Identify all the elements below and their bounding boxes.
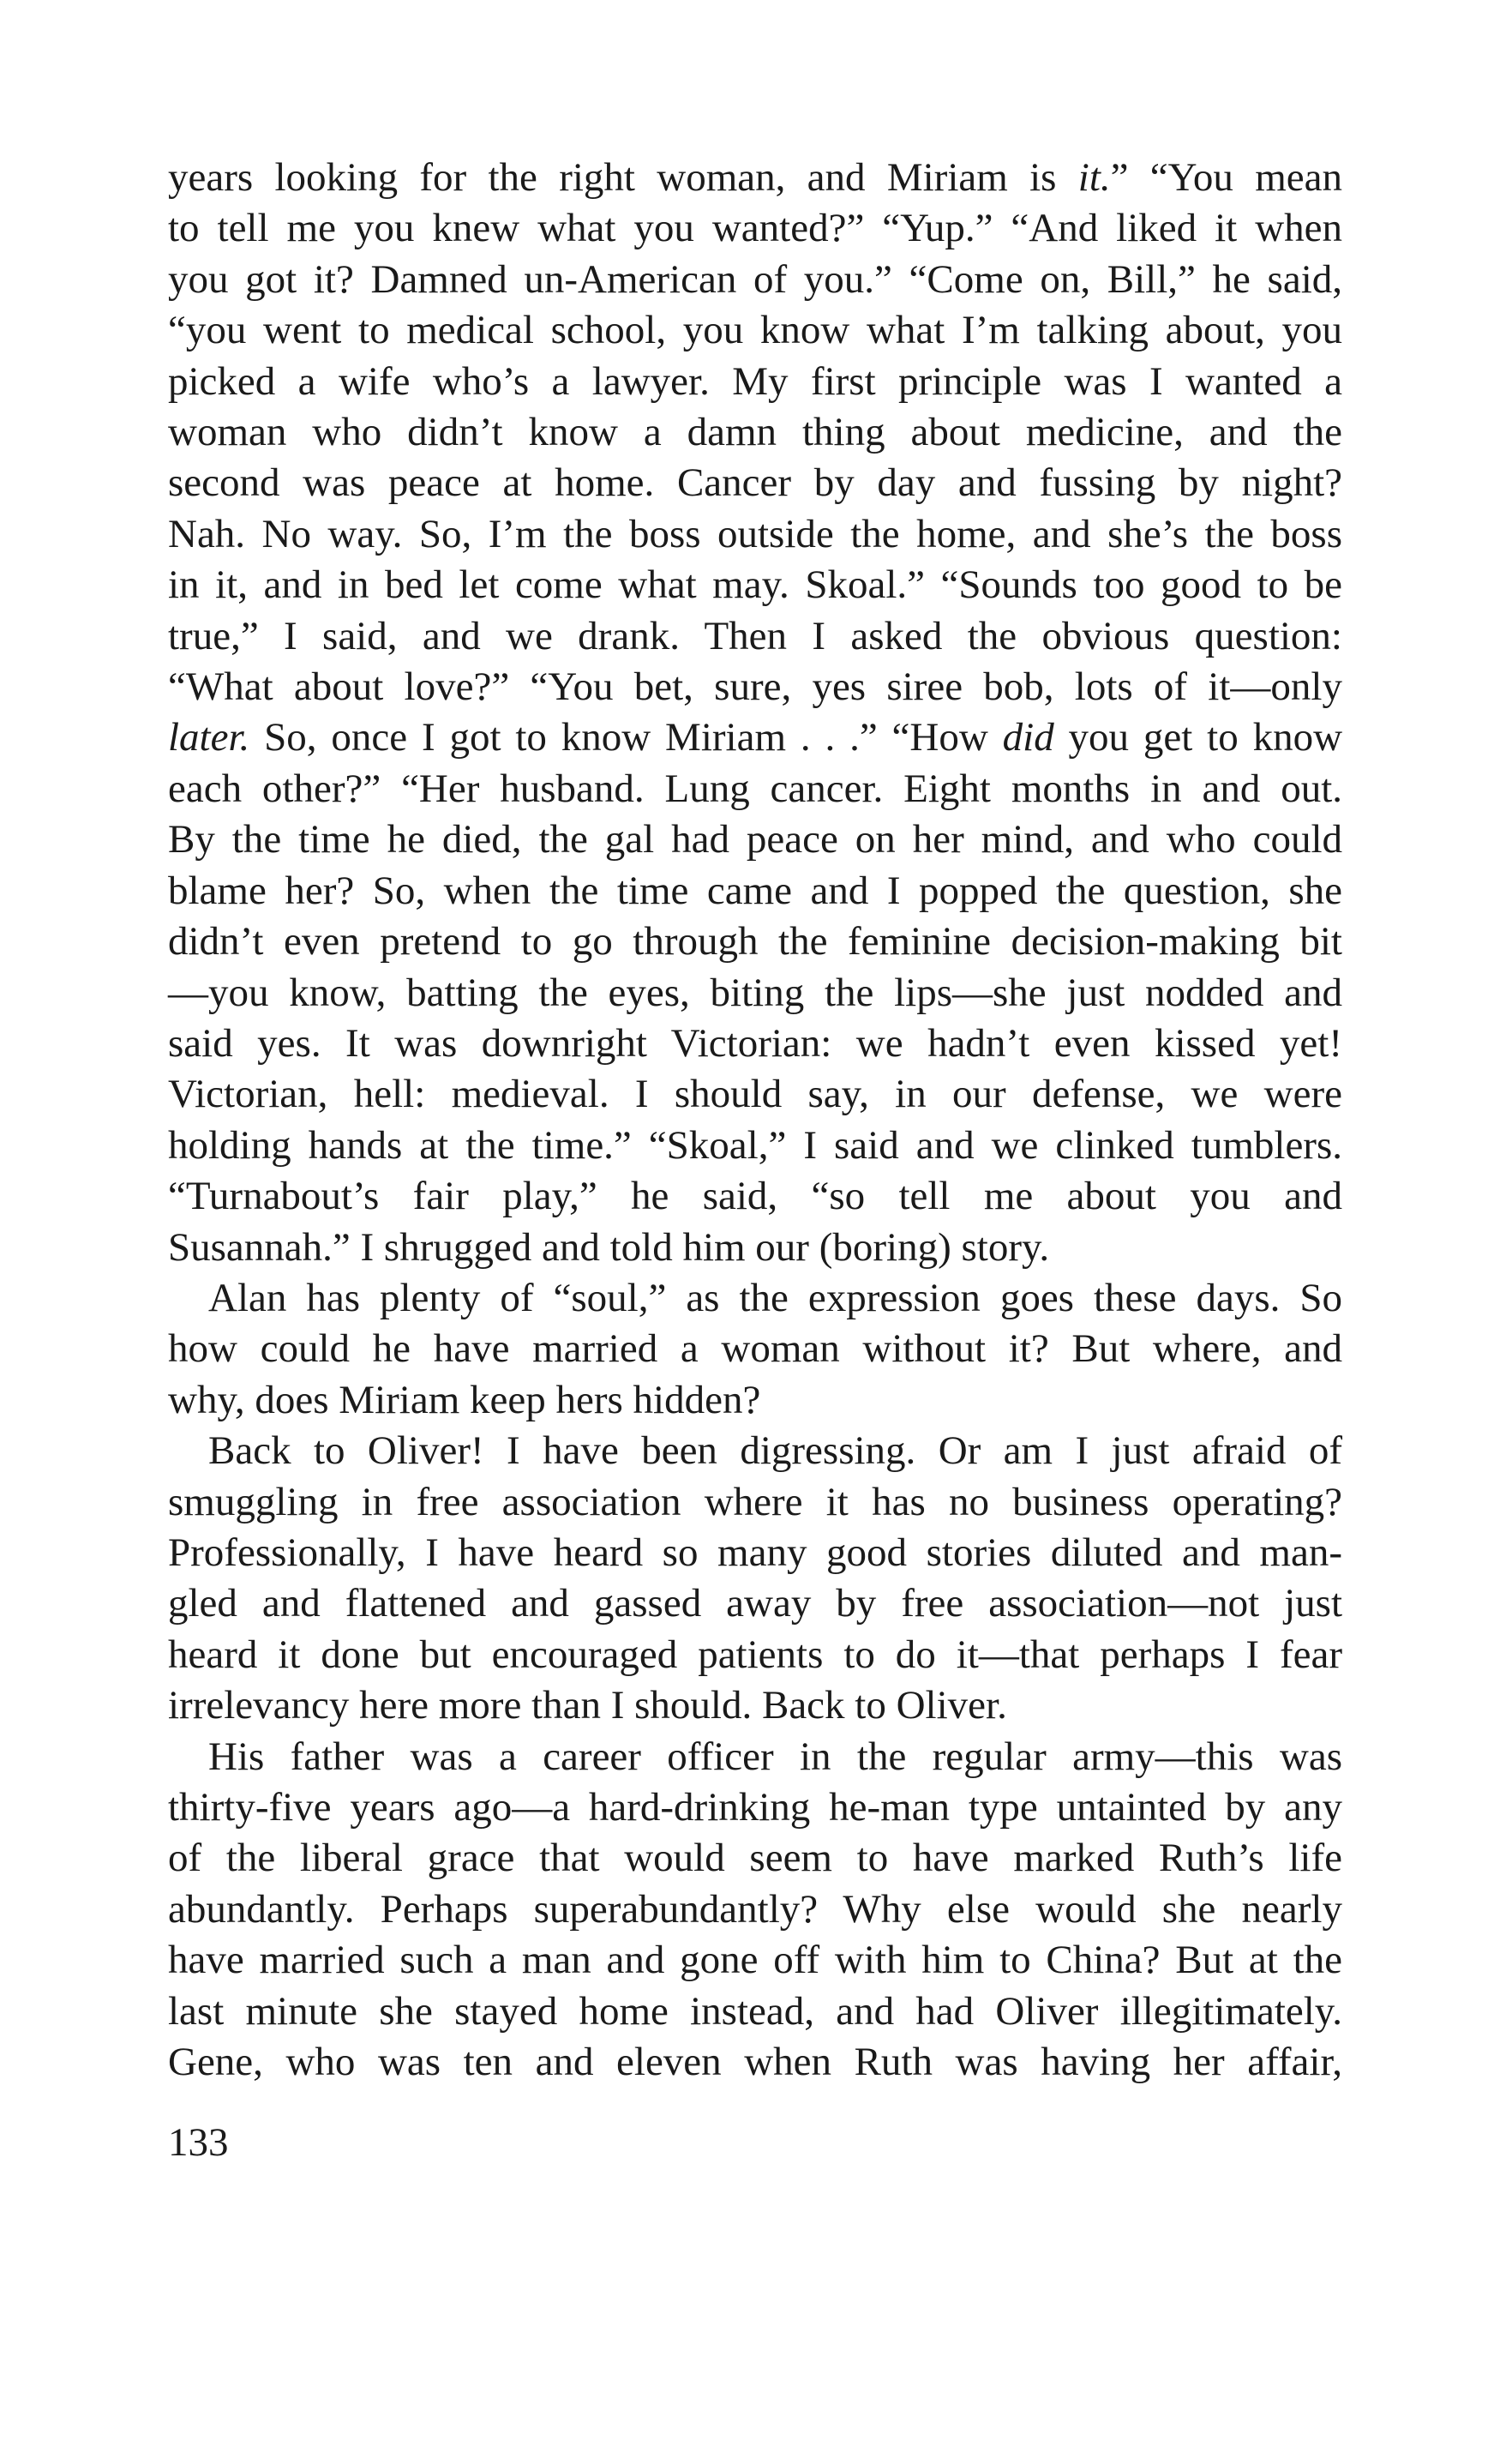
text-line: in it, and in bed let come what may. Skoal.” “Sounds too good to be: [168, 562, 1342, 608]
text-line: woman who didn’t know a damn thing about medicine, and the: [168, 410, 1342, 455]
text-line: “you went to medical school, you know what I’m talking about, you: [168, 308, 1342, 353]
text-line: how could he have married a woman without it? But where, and: [168, 1326, 1342, 1372]
text-line: Alan has plenty of “soul,” as the expression goes these days. So: [208, 1275, 1342, 1320]
text-line: of the liberal grace that would seem to have marked Ruth’s life: [168, 1836, 1342, 1881]
text-line: Nah. No way. So, I’m the boss outside the home, and she’s the boss: [168, 511, 1342, 556]
text-line: abundantly. Perhaps superabundantly? Why else would she nearly: [168, 1886, 1342, 1932]
body-text: [168, 153, 1342, 2088]
text-line: By the time he died, the gal had peace on her mind, and who could: [168, 817, 1342, 862]
text-line: —you know, batting the eyes, biting the lips—she just nodded and: [168, 970, 1342, 1015]
text-line: years looking for the right woman, and Miriam is it.” “You mean: [168, 155, 1342, 200]
page-number: 133: [168, 2120, 229, 2165]
text-line: His father was a career officer in the regular army—this was: [208, 1734, 1342, 1779]
text-line: Back to Oliver! I have been digressing. Or am I just afraid of: [208, 1428, 1342, 1474]
text-line: picked a wife who’s a lawyer. My first principle was I wanted a: [168, 358, 1342, 404]
text-line: Professionally, I have heard so many good stories diluted and man-: [168, 1529, 1342, 1575]
text-line: have married such a man and gone off with him to China? But at the: [168, 1938, 1342, 1983]
text-line: irrelevancy here more than I should. Back to Oliver.: [168, 1683, 1007, 1728]
text-line: blame her? So, when the time came and I popped the question, she: [168, 868, 1342, 913]
text-line: to tell me you knew what you wanted?” “Yup.” “And liked it when: [168, 206, 1342, 251]
text-line: later. So, once I got to know Miriam . . .” “How did you get to know: [168, 715, 1343, 760]
text-line: Victorian, hell: medieval. I should say, in our defense, we were: [168, 1072, 1342, 1117]
text-line: you got it? Damned un-American of you.” “Come on, Bill,” he said,: [168, 256, 1342, 302]
text-line: heard it done but encouraged patients to do it—that perhaps I fear: [168, 1632, 1342, 1677]
text-line: why, does Miriam keep hers hidden?: [168, 1377, 761, 1422]
text-line: Susannah.” I shrugged and told him our (boring) story.: [168, 1224, 1050, 1270]
text-line: “Turnabout’s fair play,” he said, “so tell me about you and: [168, 1174, 1342, 1219]
text-line: last minute she stayed home instead, and had Oliver illegitimately.: [168, 1988, 1342, 2034]
text-line: “What about love?” “You bet, sure, yes siree bob, lots of it—only: [168, 664, 1342, 710]
text-line: holding hands at the time.” “Skoal,” I said and we clinked tumblers.: [168, 1122, 1342, 1168]
text-line: Gene, who was ten and eleven when Ruth was having her affair,: [168, 2040, 1342, 2085]
text-line: thirty-five years ago—a hard-drinking he-man type untainted by any: [168, 1785, 1342, 1830]
text-line: smuggling in free association where it has no business operating?: [168, 1479, 1342, 1524]
text-line: true,” I said, and we drank. Then I asked the obvious question:: [168, 613, 1342, 658]
text-line: said yes. It was downright Victorian: we hadn’t even kissed yet!: [168, 1020, 1342, 1066]
text-line: each other?” “Her husband. Lung cancer. Eight months in and out.: [168, 766, 1342, 811]
text-line: gled and flattened and gassed away by free association—not just: [168, 1581, 1342, 1626]
text-line: second was peace at home. Cancer by day and fussing by night?: [168, 460, 1342, 506]
text-line: didn’t even pretend to go through the feminine decision-making bit: [168, 919, 1342, 965]
